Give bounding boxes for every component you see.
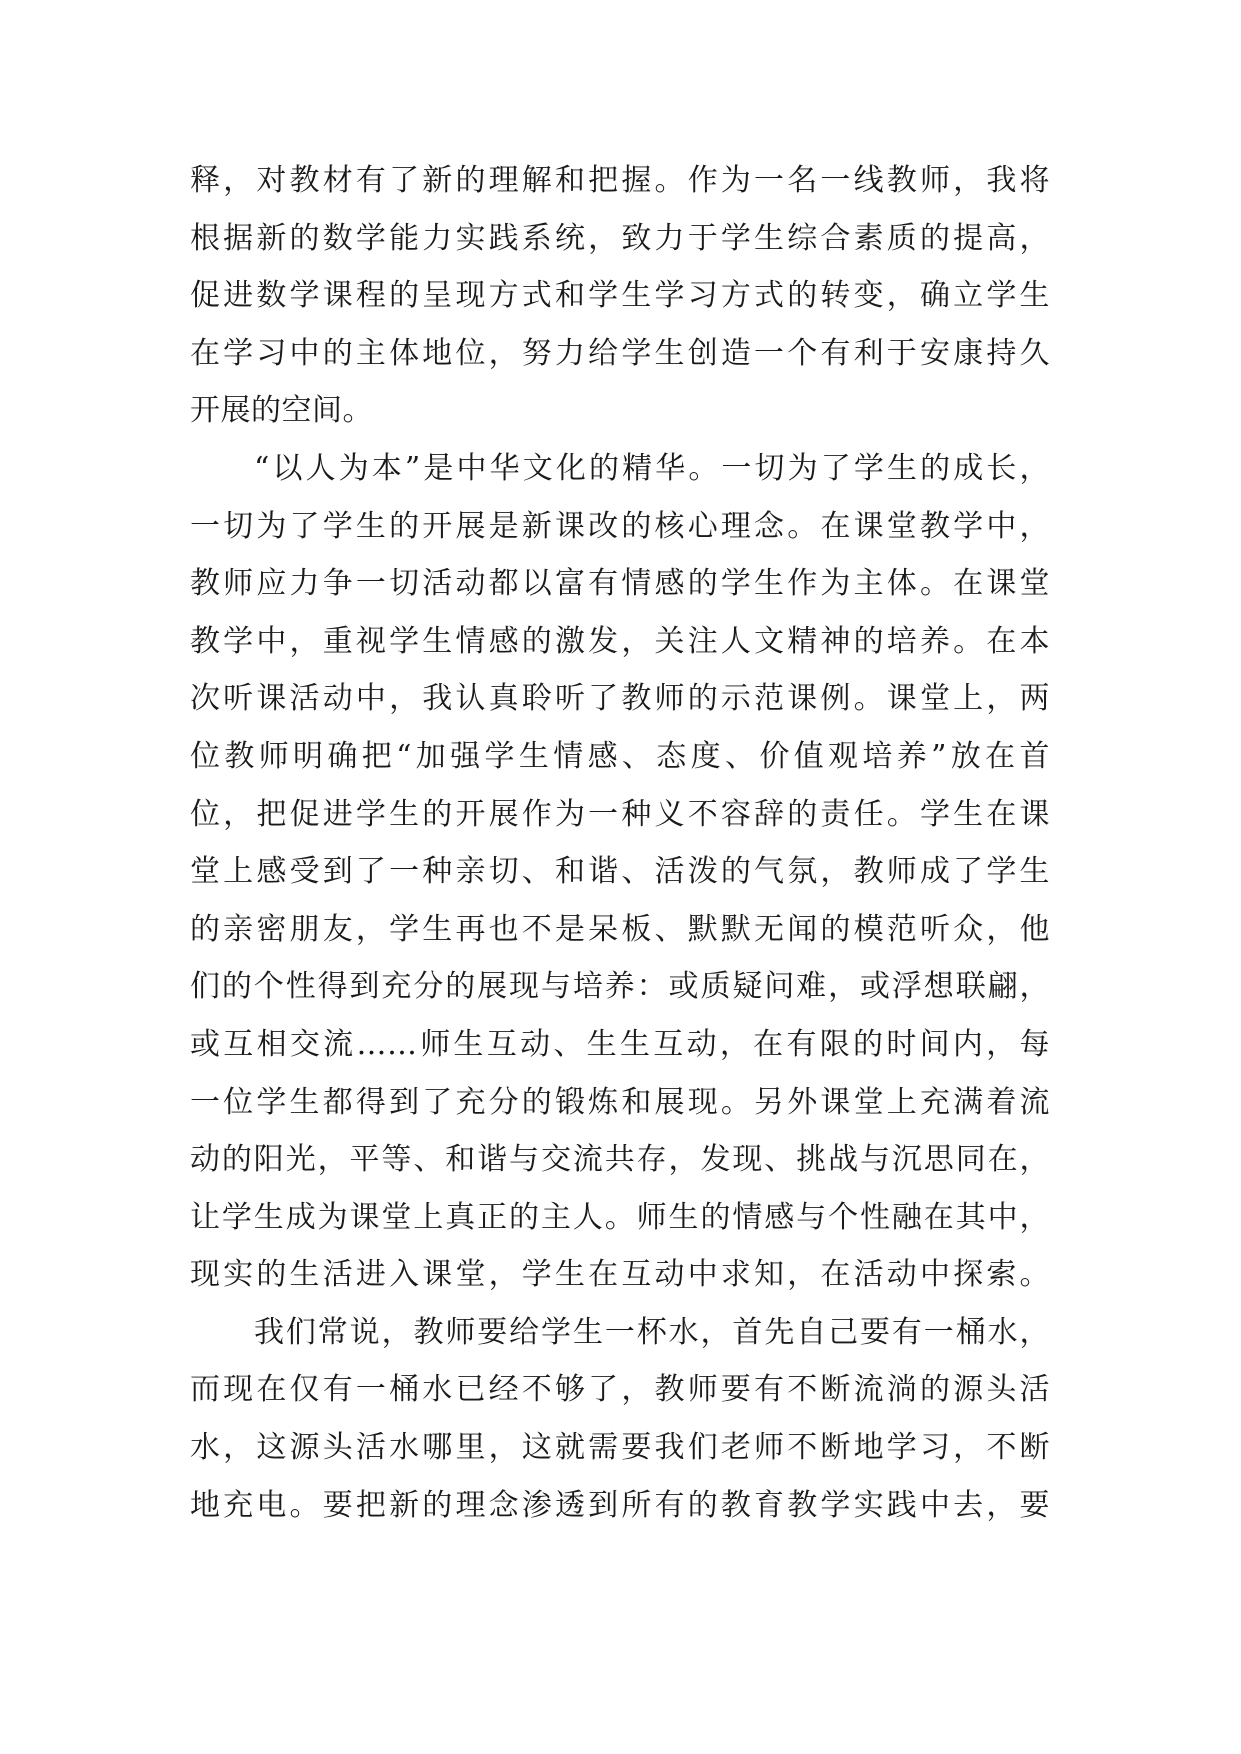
text-line: 位教师明确把“加强学生情感、态度、价值观培养”放在首: [190, 738, 1050, 774]
text-line: 一位学生都得到了充分的锻炼和展现。另外课堂上充满着流: [190, 1084, 1050, 1120]
text-line: 们的个性得到充分的展现与培养：或质疑问难，或浮想联翩，: [190, 969, 1050, 1005]
text-line: 教师应力争一切活动都以富有情感的学生作为主体。在课堂: [190, 566, 1050, 602]
text-line: 教学中，重视学生情感的激发，关注人文精神的培养。在本: [190, 623, 1050, 659]
text-line: 一切为了学生的开展是新课改的核心理念。在课堂教学中，: [190, 508, 1050, 544]
paragraph-first-line: 我们常说，教师要给学生一杯水，首先自己要有一桶水，: [254, 1314, 1050, 1350]
text-line: 在学习中的主体地位，努力给学生创造一个有利于安康持久: [190, 335, 1050, 371]
text-line: 堂上感受到了一种亲切、和谐、活泼的气氛，教师成了学生: [190, 854, 1050, 890]
text-line: 根据新的数学能力实践系统，致力于学生综合素质的提高，: [190, 220, 1050, 256]
text-line: 让学生成为课堂上真正的主人。师生的情感与个性融在其中，: [190, 1199, 1050, 1235]
document-body: [190, 152, 1050, 1534]
text-line: 现实的生活进入课堂，学生在互动中求知，在活动中探索。: [190, 1257, 1050, 1293]
text-line: 释，对教材有了新的理解和把握。作为一名一线教师，我将: [190, 163, 1050, 198]
text-line: 动的阳光，平等、和谐与交流共存，发现、挑战与沉思同在，: [190, 1142, 1050, 1178]
text-line: 或互相交流……师生互动、生生互动，在有限的时间内，每: [190, 1026, 1050, 1062]
text-line: 位，把促进学生的开展作为一种义不容辞的责任。学生在课: [190, 796, 1050, 832]
text-line: 地充电。要把新的理念渗透到所有的教育教学实践中去，要: [190, 1487, 1050, 1523]
paragraph-first-line: “以人为本”是中华文化的精华。一切为了学生的成长，: [254, 450, 1050, 486]
text-line: 水，这源头活水哪里，这就需要我们老师不断地学习，不断: [190, 1430, 1050, 1466]
text-line: 开展的空间。: [190, 393, 373, 429]
text-line: 而现在仅有一桶水已经不够了，教师要有不断流淌的源头活: [190, 1372, 1050, 1408]
text-line: 促进数学课程的呈现方式和学生学习方式的转变，确立学生: [190, 278, 1050, 314]
text-line: 的亲密朋友，学生再也不是呆板、默默无闻的模范听众，他: [190, 911, 1050, 947]
text-line: 次听课活动中，我认真聆听了教师的示范课例。课堂上，两: [190, 681, 1050, 717]
